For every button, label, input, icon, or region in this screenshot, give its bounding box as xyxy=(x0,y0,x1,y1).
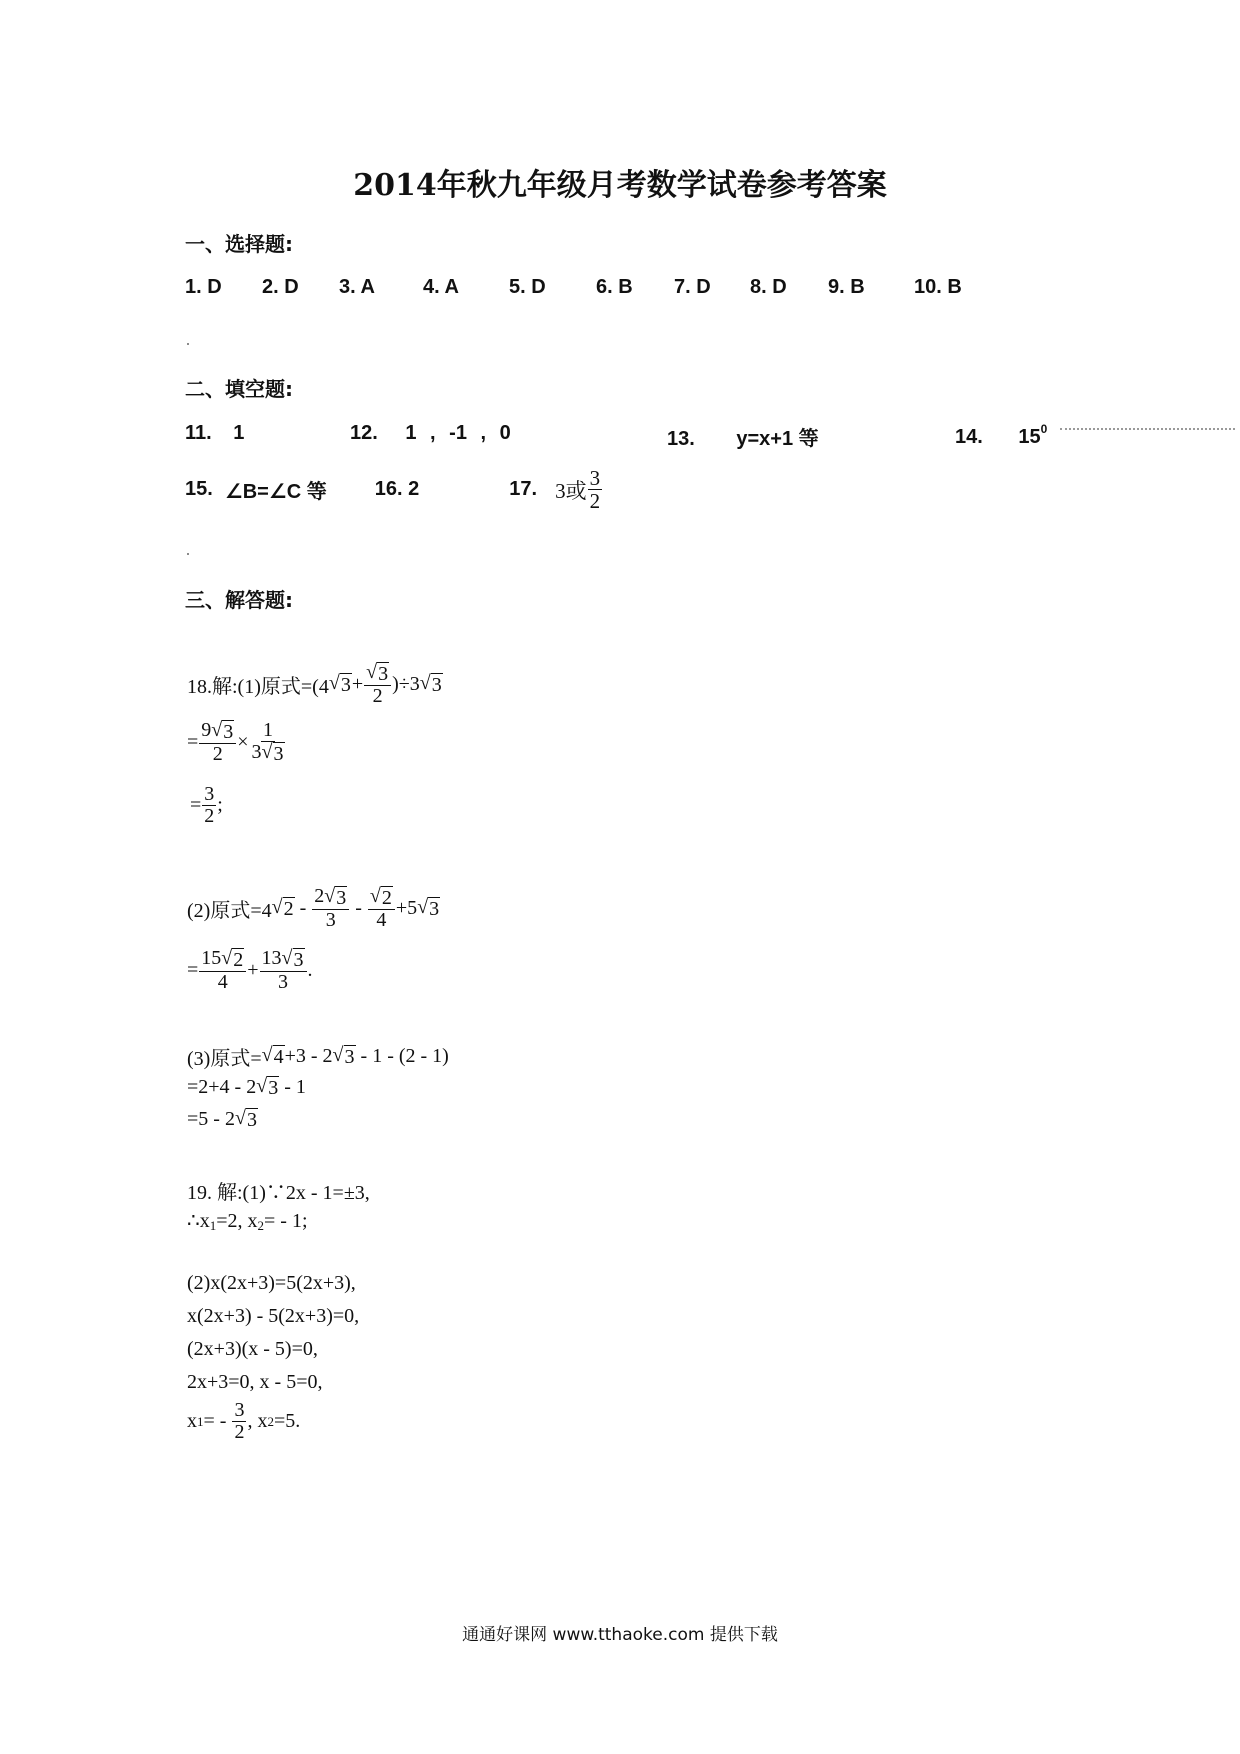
q14-answer xyxy=(1018,422,1048,448)
q18-p3l2-lead: =2+4 - 2 xyxy=(187,1076,257,1098)
subscript: 2 xyxy=(257,1218,265,1233)
fill-q14 xyxy=(955,422,1047,449)
fraction: √ 3 2 xyxy=(364,662,391,707)
q17-fraction xyxy=(588,467,603,512)
answer-2: 2. D xyxy=(262,276,299,298)
radicand: 2 xyxy=(283,898,294,920)
q19-line1: 19. 解:(1)∵2x - 1=±3, xyxy=(187,1182,370,1204)
q19-line6: 2x+3=0, x - 5=0, xyxy=(187,1371,323,1393)
fraction: 15 √ 2 4 xyxy=(199,948,246,993)
x: x xyxy=(187,1410,197,1432)
q13-number: 13. xyxy=(667,428,695,450)
q17-prefix: 3或 xyxy=(555,478,587,503)
q19-l2-b: =2, x xyxy=(216,1210,258,1232)
coef: 13 xyxy=(261,947,282,969)
section2-heading: 二、填空题: xyxy=(185,377,293,401)
coef: 15 xyxy=(201,947,222,969)
fraction xyxy=(232,1400,246,1443)
denominator: 3 xyxy=(278,971,289,993)
numerator: 3 xyxy=(234,1399,245,1421)
q17-numerator: 3 xyxy=(589,466,601,490)
radicand: 3 xyxy=(429,898,440,920)
radicand: 3 xyxy=(268,1077,279,1099)
fraction: 9 √ 3 2 xyxy=(199,720,236,765)
q18-p3-mid: +3 - 2 xyxy=(284,1045,333,1067)
q18-p1-line2 xyxy=(187,720,288,765)
q18-p1-lead: 18.解:(1)原式=(4 xyxy=(187,676,329,698)
denominator: 3 xyxy=(325,909,336,931)
times: × xyxy=(237,731,249,753)
coef: 2 xyxy=(314,885,325,907)
subscript: 2 xyxy=(267,1413,274,1429)
q13-answer: y=x+1 等 xyxy=(736,428,819,450)
coef: 9 xyxy=(201,719,212,741)
plus: + xyxy=(247,959,259,981)
fraction: √ 2 4 xyxy=(368,886,395,931)
denominator: 2 xyxy=(372,685,383,707)
page-title: 2014年秋九年级月考数学试卷参考答案 xyxy=(353,168,887,203)
plus: +5 xyxy=(395,897,418,919)
answer-5: 5. D xyxy=(509,276,546,298)
stray-dot-2 xyxy=(187,553,189,555)
q19-line7 xyxy=(187,1400,300,1443)
q18-p1-tail: )÷3 xyxy=(392,673,420,695)
q17-denominator: 2 xyxy=(589,489,601,514)
radicand: 3 xyxy=(431,674,442,696)
radicand: 2 xyxy=(233,949,244,971)
q18-p3l3-lead: =5 - 2 xyxy=(187,1108,235,1130)
q18-p3-tail: - 1 - (2 - 1) xyxy=(355,1045,449,1067)
q19-line5: (2x+3)(x - 5)=0, xyxy=(187,1338,318,1360)
denominator: 2 xyxy=(212,743,223,765)
radicand: 3 xyxy=(273,743,284,765)
period: . xyxy=(307,959,313,981)
radicand: 3 xyxy=(340,674,351,696)
q18-p3-line3: =5 - 2 √ 3 xyxy=(187,1107,257,1131)
q18-p1-line1 xyxy=(187,662,443,707)
denominator: 4 xyxy=(376,909,387,931)
fraction xyxy=(202,784,216,827)
q19-l7-b: = - xyxy=(203,1410,232,1432)
q16-answer: 16. 2 xyxy=(374,478,420,501)
q19-line4: x(2x+3) - 5(2x+3)=0, xyxy=(187,1305,360,1327)
radicand: 4 xyxy=(273,1046,284,1068)
radicand: 3 xyxy=(344,1046,355,1068)
fraction: 1 3 √ 3 xyxy=(251,719,284,765)
subscript: 1 xyxy=(197,1413,204,1429)
answer-4: 4. A xyxy=(423,276,459,298)
q15-answer: ∠B=∠C 等 xyxy=(224,481,327,504)
fill-row2 xyxy=(185,467,603,512)
q19-l2-a: ∴x xyxy=(187,1210,210,1232)
q12-answer: 1 , -1 , 0 xyxy=(405,422,511,444)
q18-p2-line1: (2)原式=4 √ 2 - 2 √ 3 3 - √ 2 4 +5 √ 3 xyxy=(187,885,440,931)
q18-p1-line3 xyxy=(190,784,223,827)
fill-q12 xyxy=(350,422,511,445)
equals: = xyxy=(187,959,199,981)
fill-q13 xyxy=(667,422,819,451)
q19-l7-c: , x xyxy=(247,1410,268,1432)
q15-number: 15. xyxy=(185,478,213,501)
q18-p3-lead: (3)原式= xyxy=(187,1048,262,1070)
choice-answers xyxy=(185,276,962,299)
q18-p2-lead: (2)原式=4 xyxy=(187,900,272,922)
q19-line2 xyxy=(187,1208,308,1234)
numerator: 1 xyxy=(263,719,274,741)
q14-number: 14. xyxy=(955,426,983,448)
stray-dot xyxy=(187,343,189,345)
q11-number: 11. xyxy=(185,422,212,444)
answer-1: 1. D xyxy=(185,276,222,298)
sqrt: √ 3 xyxy=(419,672,442,696)
q14-base: 15 xyxy=(1018,426,1041,448)
numerator: 3 xyxy=(204,783,215,805)
plus: + xyxy=(351,673,364,695)
answer-6: 6. B xyxy=(596,276,633,298)
equals: = xyxy=(190,794,202,816)
q18-p3-line2: =2+4 - 2 √ 3 - 1 xyxy=(187,1075,306,1099)
fraction: 2 √ 3 3 xyxy=(312,886,349,931)
denominator: 2 xyxy=(204,805,215,827)
answer-8: 8. D xyxy=(750,276,787,298)
answer-3: 3. A xyxy=(339,276,375,298)
footer-watermark: 通通好课网 www.tthaoke.com 提供下载 xyxy=(462,1625,778,1645)
q19-line3: (2)x(2x+3)=5(2x+3), xyxy=(187,1272,356,1294)
fill-q11 xyxy=(185,422,244,445)
equals: = xyxy=(187,731,199,753)
q14-superscript: 0 xyxy=(1040,422,1048,436)
dotted-line xyxy=(1060,428,1235,430)
q19-l7-e: =5. xyxy=(273,1410,301,1432)
coef: 3 xyxy=(251,741,262,763)
radicand: 3 xyxy=(378,663,389,685)
q12-number: 12. xyxy=(350,422,378,444)
subscript: 1 xyxy=(209,1218,217,1233)
q17-number: 17. xyxy=(509,478,538,501)
section1-heading: 一、选择题: xyxy=(185,232,293,256)
fraction: 13 √ 3 3 xyxy=(260,948,307,993)
minus: - xyxy=(294,897,312,919)
denominator: 4 xyxy=(217,971,228,993)
radicand: 2 xyxy=(381,887,392,909)
radicand: 3 xyxy=(223,721,234,743)
denominator: 2 xyxy=(234,1421,245,1443)
sqrt: √ 3 xyxy=(328,672,351,696)
radicand: 3 xyxy=(293,949,304,971)
section3-heading: 三、解答题: xyxy=(185,588,293,612)
answer-7: 7. D xyxy=(674,276,711,298)
q18-p3l2-tail: - 1 xyxy=(279,1076,306,1098)
semicolon: ; xyxy=(217,794,223,816)
q18-p2-line2 xyxy=(187,948,313,993)
q19-l2-c: = - 1; xyxy=(264,1210,308,1232)
q18-p3-line1: (3)原式= √ 4 +3 - 2 √ 3 - 1 - (2 - 1) xyxy=(187,1044,449,1070)
q11-answer: 1 xyxy=(233,422,245,444)
answer-10: 10. B xyxy=(914,276,962,298)
answer-9: 9. B xyxy=(828,276,865,298)
radicand: 3 xyxy=(336,887,347,909)
radicand: 3 xyxy=(246,1109,257,1131)
minus: - xyxy=(350,897,367,919)
